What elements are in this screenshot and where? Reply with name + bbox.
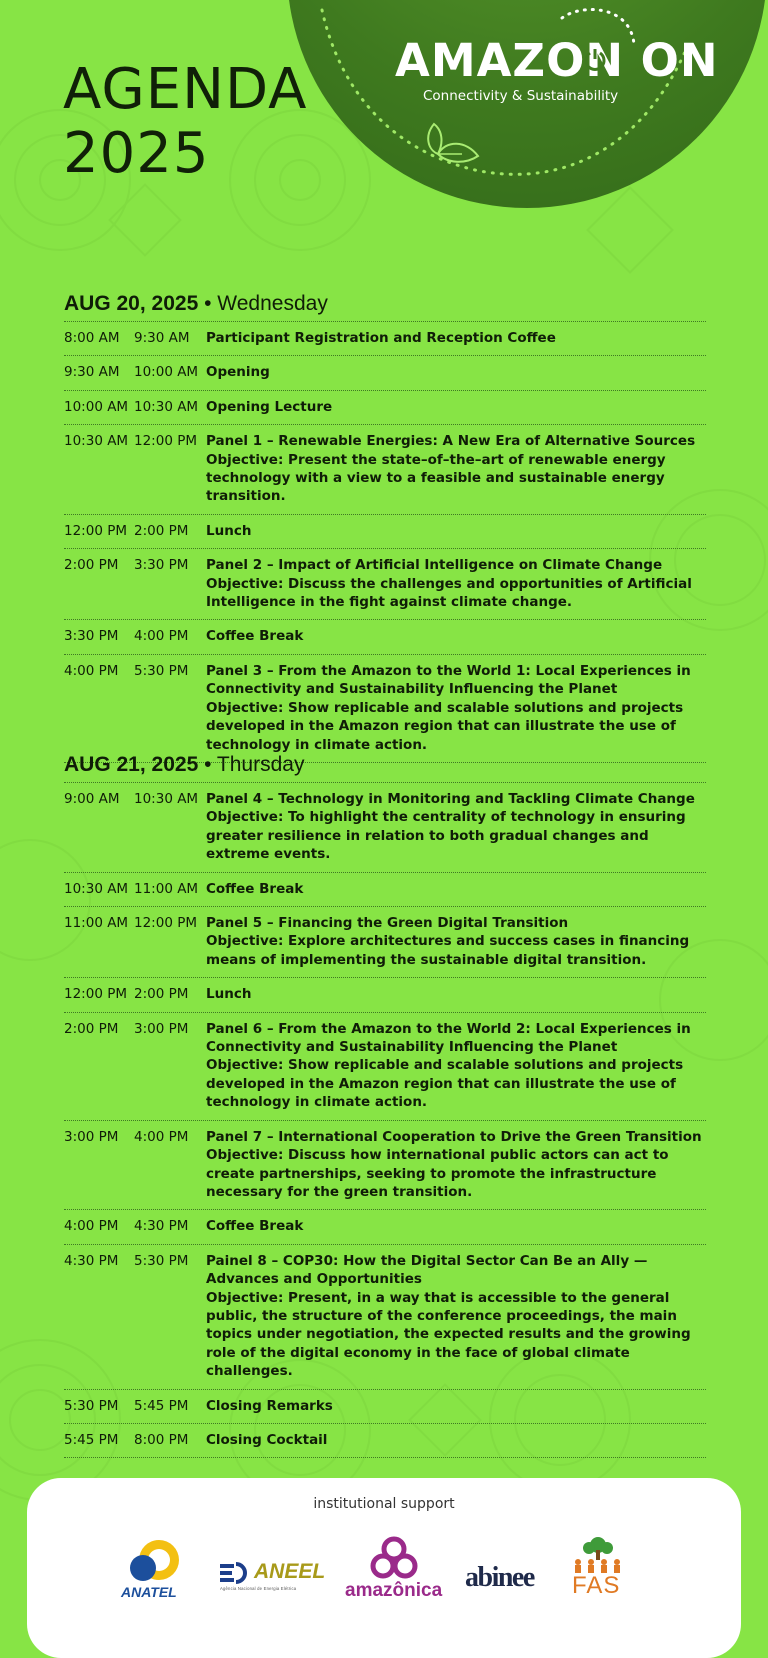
session-list	[64, 322, 706, 763]
session-description	[206, 363, 706, 381]
session-description	[206, 432, 706, 506]
session-start-time: 11:00 AM	[64, 915, 129, 932]
session-title: Panel 4 – Technology in Monitoring and Tackling Climate Change	[206, 791, 695, 807]
page-title-line1: AGENDA	[63, 57, 308, 122]
session-start-time: 9:00 AM	[64, 791, 120, 807]
session-row	[64, 620, 706, 654]
session-description	[206, 1128, 706, 1202]
session-list	[64, 783, 706, 1458]
power-icon	[582, 46, 608, 72]
session-objective: Objective: To highlight the centrality of technology in ensuring greater resilience in relation to both gradual changes and extreme events.	[206, 809, 686, 863]
session-start-time: 5:45 PM	[64, 1431, 119, 1448]
session-row	[64, 1121, 706, 1211]
session-row	[64, 1210, 706, 1244]
session-start-time: 5:30 PM	[64, 1397, 119, 1414]
session-description	[206, 329, 706, 347]
session-objective: Objective: Discuss how international public actors can act to create partnerships, seeking to promote the infrastructure necessary for the green transition.	[206, 1147, 669, 1200]
abinee-name: abinee	[465, 1562, 534, 1593]
session-end-time: 4:00 PM	[134, 628, 189, 645]
session-end-time: 2:00 PM	[134, 986, 189, 1003]
session-title: Participant Registration and Reception Coffee	[206, 330, 556, 346]
day-weekday: Thursday	[216, 753, 305, 776]
leaf-icon	[422, 118, 482, 168]
session-row	[64, 873, 706, 907]
day-separator: •	[204, 292, 212, 315]
session-end-time: 3:00 PM	[134, 1020, 189, 1037]
session-title: Coffee Break	[206, 628, 304, 645]
session-title: Painel 8 – COP30: How the Digital Sector Can Be an Ally — Advances and Opportunities	[206, 1252, 648, 1288]
logo-dotted-ring	[300, 0, 760, 210]
session-description	[206, 522, 706, 540]
session-objective: Objective: Present the state–of–the–art of renewable energy technology with a view to a feasible and sustainable energy transition.	[206, 451, 666, 505]
session-row	[64, 391, 706, 425]
session-end-time: 10:00 AM	[134, 364, 199, 381]
session-end-time: 8:00 PM	[134, 1431, 189, 1448]
session-start-time: 2:00 PM	[64, 557, 119, 574]
session-end-time: 5:30 PM	[134, 662, 189, 679]
session-row	[64, 515, 706, 549]
session-title: Panel 5 – Financing the Green Digital Transition	[206, 915, 569, 932]
session-start-time: 10:00 AM	[64, 398, 129, 415]
day-header	[64, 289, 706, 322]
session-objective: Objective: Discuss the challenges and opportunities of Artificial Intelligence in the fight against climate change.	[206, 575, 692, 611]
support-label: institutional support	[313, 1496, 455, 1512]
session-end-time: 9:30 AM	[134, 330, 190, 346]
session-description	[206, 627, 706, 645]
session-title: Closing Remarks	[206, 1397, 333, 1414]
session-description	[206, 1020, 706, 1112]
session-title: Opening Lecture	[206, 398, 333, 415]
day-header	[64, 750, 706, 783]
anatel-name: ANATEL	[121, 1584, 177, 1600]
fas-name: FAS	[572, 1572, 621, 1599]
session-start-time: 4:30 PM	[64, 1252, 119, 1269]
session-row	[64, 907, 706, 978]
page-title-line2: 2025	[63, 121, 210, 186]
day-section	[64, 750, 706, 1458]
session-row	[64, 783, 706, 873]
logo-tagline: Connectivity & Sustainability	[423, 88, 619, 104]
amazonica-mark	[369, 1536, 419, 1580]
session-description	[206, 398, 706, 416]
session-objective: Objective: Present, in a way that is accessible to the general public, the structure of the conference proceedings, the main topics under negotiation, the expected results and the growing role of the digital economy in the face of global climate challenges.	[206, 1289, 691, 1380]
session-start-time: 10:30 AM	[64, 880, 129, 897]
abinee-logo	[465, 1562, 555, 1598]
session-title: Panel 3 – From the Amazon to the World 1: Local Experiences in Connectivity and Sustainability Influencing the Planet	[206, 662, 691, 698]
aneel-logo	[220, 1562, 330, 1602]
session-description	[206, 880, 706, 898]
session-start-time: 3:30 PM	[64, 628, 119, 645]
session-description	[206, 556, 706, 611]
day-section	[64, 289, 706, 763]
aneel-tagline: Agência Nacional de Energia Elétrica	[220, 1586, 297, 1591]
session-title: Lunch	[206, 522, 252, 539]
session-row	[64, 322, 706, 356]
session-description	[206, 1252, 706, 1381]
session-title: Coffee Break	[206, 880, 304, 897]
session-row	[64, 1424, 706, 1458]
day-date: AUG 20, 2025	[64, 292, 199, 315]
session-row	[64, 549, 706, 620]
session-end-time: 4:00 PM	[134, 1128, 189, 1145]
page-title	[63, 58, 307, 186]
session-row	[64, 1013, 706, 1121]
session-start-time: 3:00 PM	[64, 1128, 119, 1145]
session-objective: Objective: Explore architectures and success cases in financing means of implementing the sustainable digital transition.	[206, 933, 690, 968]
session-objective: Objective: Show replicable and scalable solutions and projects developed in the Amazon region that can illustrate the use of technology in climate action.	[206, 699, 684, 753]
aneel-name: ANEEL	[254, 1560, 326, 1583]
session-title: Panel 2 – Impact of Artificial Intelligence on Climate Change	[206, 557, 663, 574]
fas-logo	[572, 1536, 632, 1606]
session-title: Opening	[206, 364, 270, 381]
session-row	[64, 1390, 706, 1424]
session-objective: Objective: Show replicable and scalable solutions and projects developed in the Amazon region that can illustrate the use of technology in climate action.	[206, 1057, 684, 1111]
session-description	[206, 1217, 706, 1235]
session-end-time: 4:30 PM	[134, 1218, 189, 1235]
session-title: Coffee Break	[206, 1218, 304, 1235]
session-description	[206, 914, 706, 969]
session-start-time: 4:00 PM	[64, 1218, 119, 1235]
session-start-time: 2:00 PM	[64, 1020, 119, 1037]
event-logo	[300, 0, 760, 210]
day-separator: •	[204, 753, 212, 776]
amazonica-name: amazônica	[345, 1580, 443, 1601]
session-end-time: 2:00 PM	[134, 522, 189, 539]
support-card	[27, 1478, 741, 1658]
session-start-time: 12:00 PM	[64, 986, 127, 1003]
session-end-time: 12:00 PM	[134, 915, 197, 932]
session-title: Closing Cocktail	[206, 1431, 328, 1448]
aneel-mark	[220, 1562, 252, 1584]
session-description	[206, 1431, 706, 1449]
session-description	[206, 1397, 706, 1415]
session-end-time: 5:45 PM	[134, 1397, 189, 1414]
session-row	[64, 655, 706, 763]
session-title: Panel 1 – Renewable Energies: A New Era of Alternative Sources	[206, 433, 696, 450]
session-description	[206, 662, 706, 754]
session-row	[64, 978, 706, 1012]
session-row	[64, 1245, 706, 1390]
session-row	[64, 356, 706, 390]
session-end-time: 12:00 PM	[134, 433, 197, 450]
session-row	[64, 425, 706, 515]
session-description	[206, 790, 706, 864]
session-end-time: 10:30 AM	[134, 791, 199, 807]
session-start-time: 12:00 PM	[64, 522, 127, 539]
logo-title: AMAZON ON	[395, 34, 719, 87]
fas-mark	[572, 1536, 628, 1574]
session-start-time: 8:00 AM	[64, 330, 120, 346]
session-end-time: 5:30 PM	[134, 1252, 189, 1269]
session-start-time: 4:00 PM	[64, 662, 119, 679]
session-title: Panel 6 – From the Amazon to the World 2: Local Experiences in Connectivity and Sustainability Influencing the Planet	[206, 1020, 691, 1056]
session-end-time: 11:00 AM	[134, 880, 199, 897]
amazonica-logo	[345, 1536, 445, 1606]
session-description	[206, 985, 706, 1003]
session-title: Lunch	[206, 986, 252, 1003]
session-end-time: 10:30 AM	[134, 398, 199, 415]
session-start-time: 10:30 AM	[64, 433, 129, 450]
session-title: Panel 7 – International Cooperation to Drive the Green Transition	[206, 1128, 702, 1145]
anatel-mark	[119, 1538, 189, 1584]
anatel-logo	[119, 1538, 189, 1604]
day-weekday: Wednesday	[217, 292, 328, 315]
day-date: AUG 21, 2025	[64, 753, 199, 776]
session-start-time: 9:30 AM	[64, 364, 120, 381]
session-end-time: 3:30 PM	[134, 557, 189, 574]
